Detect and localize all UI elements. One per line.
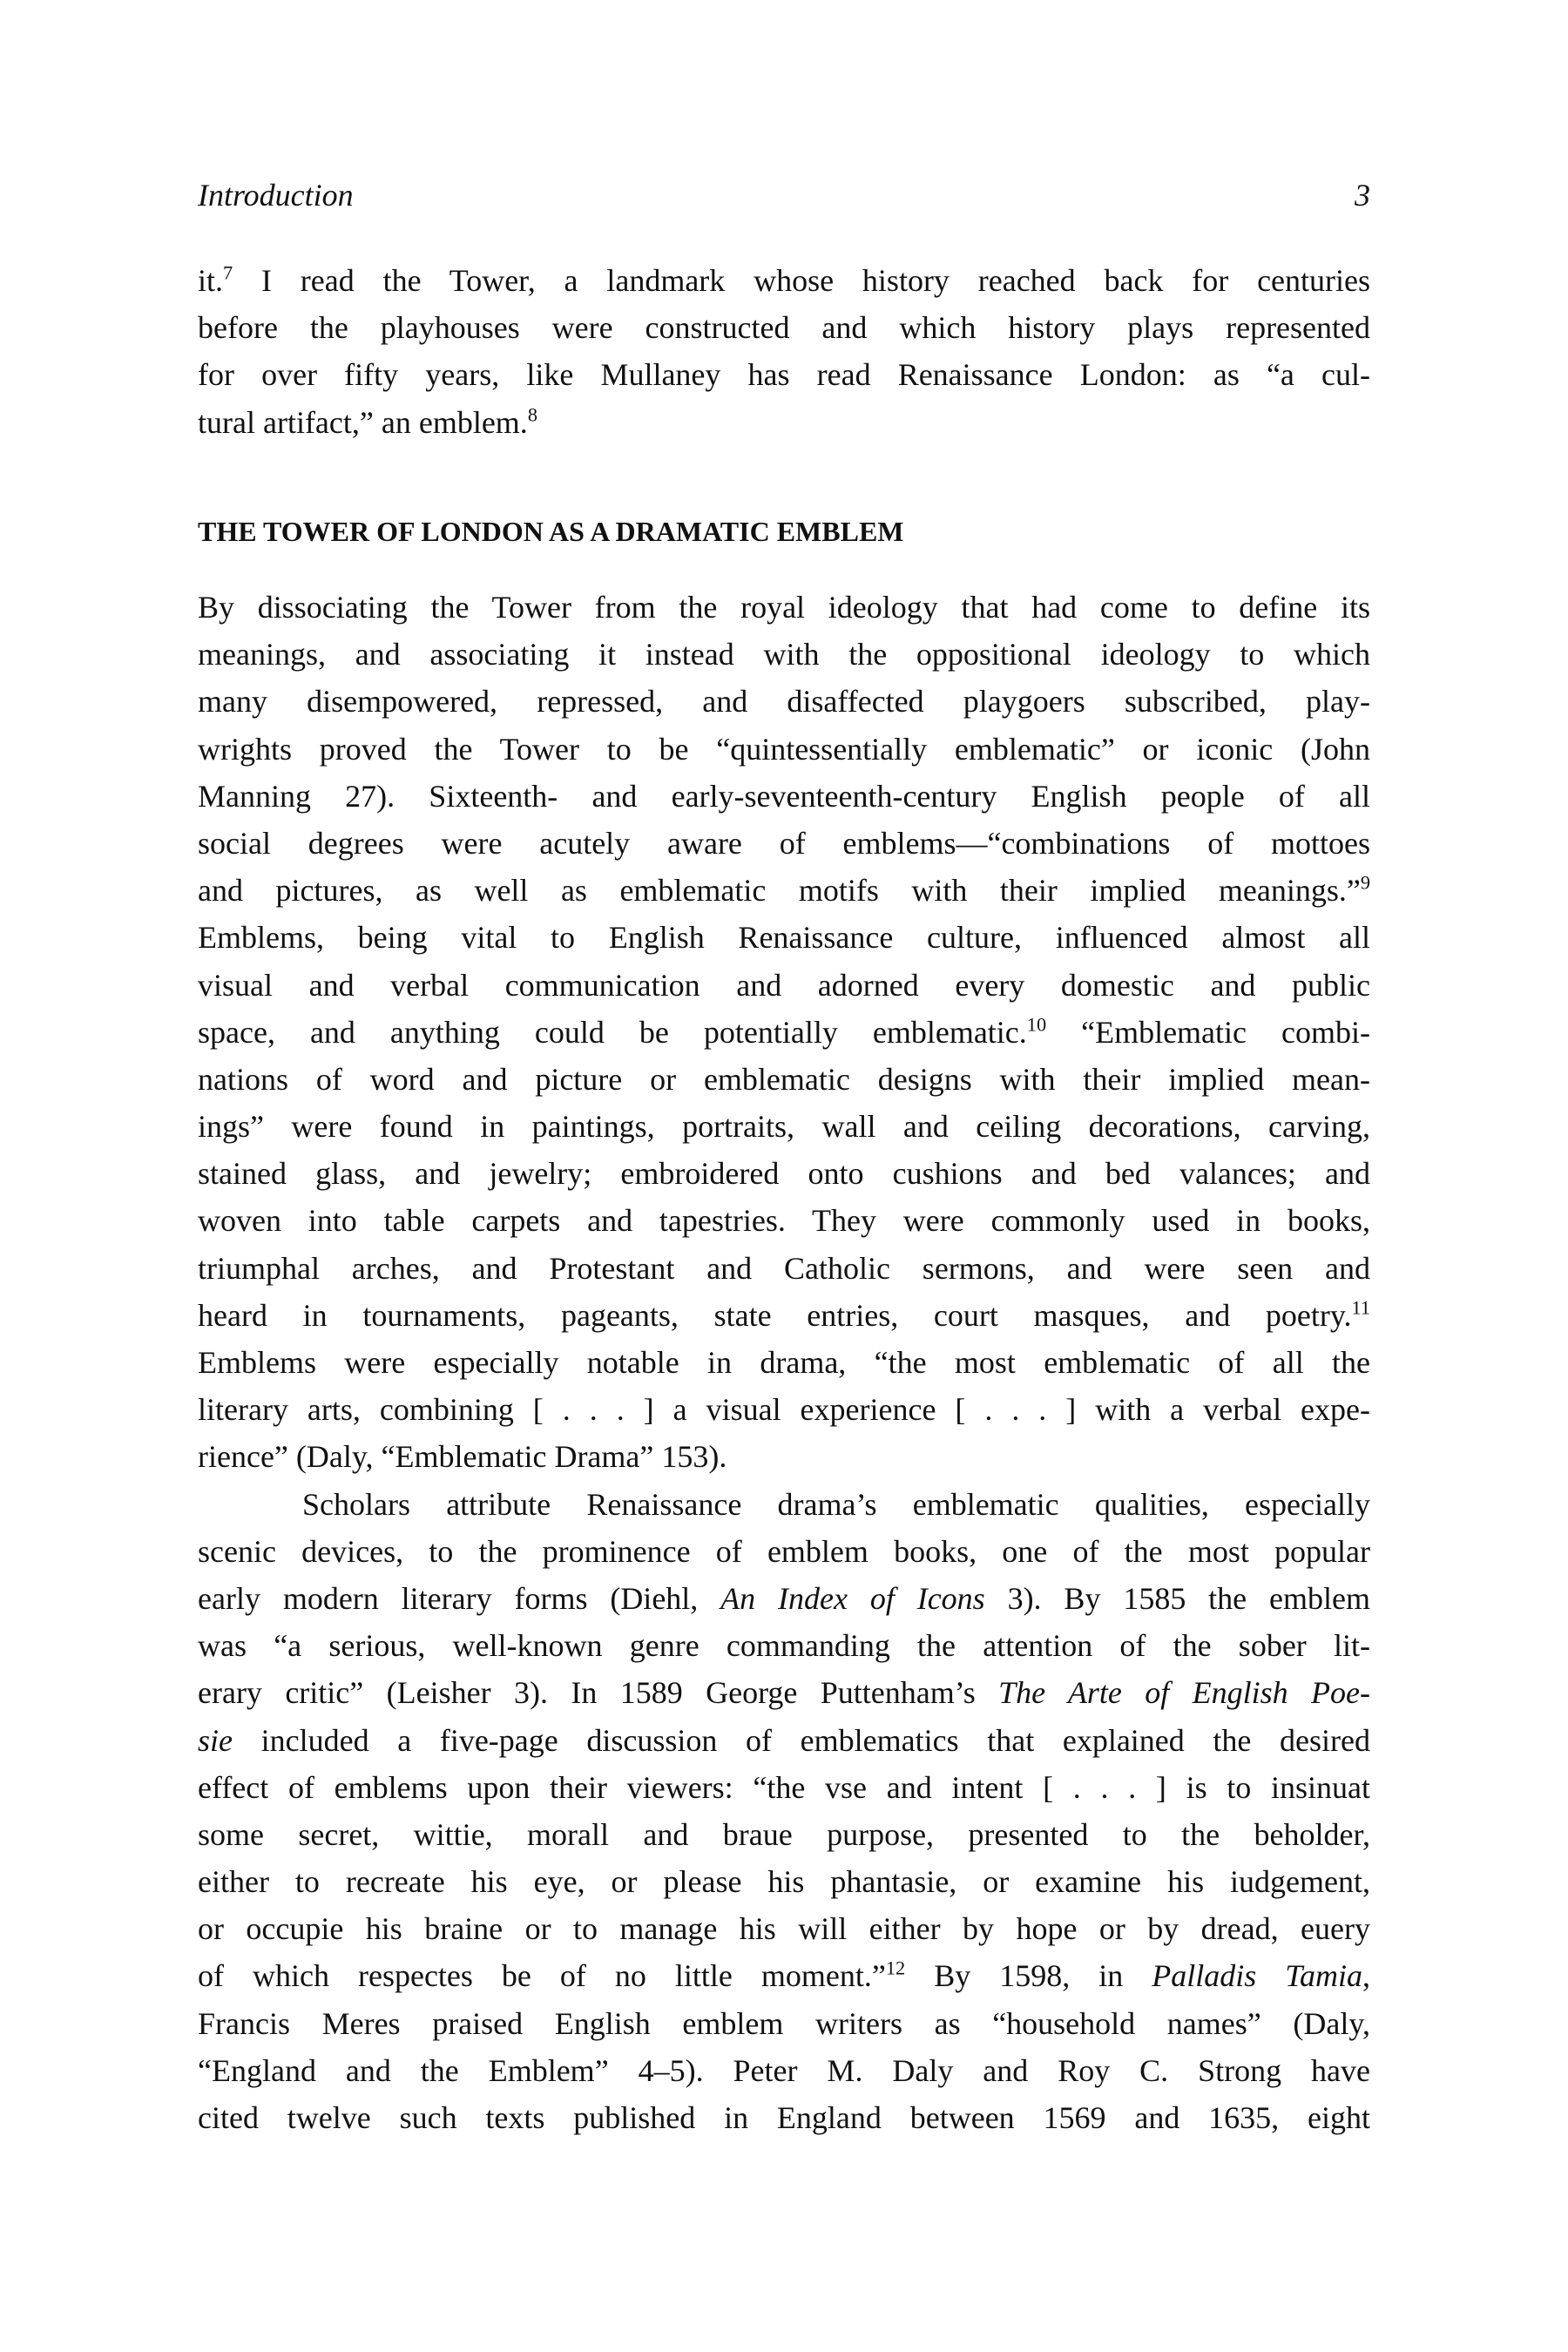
- text-run: literary arts, combining [ . . . ] a visual experience [ . . . ] with a verbal expe-: [198, 1392, 1370, 1428]
- text-line: [198, 257, 1370, 304]
- text-line: [198, 914, 1370, 961]
- section-heading: THE TOWER OF LONDON AS A DRAMATIC EMBLEM: [198, 516, 904, 547]
- text-run: Scholars attribute Renaissance drama’s emblematic qualities, especially: [302, 1486, 1370, 1522]
- text-line: [198, 1905, 1370, 1952]
- text-run: By 1598, in: [905, 1958, 1152, 1994]
- text-run: “England and the Emblem” 4–5). Peter M. Daly and Roy C. Strong have: [198, 2052, 1370, 2088]
- text-line: [198, 1528, 1370, 1575]
- text-run: for over fifty years, like Mullaney has read Renaissance London: as “a cul-: [198, 357, 1370, 393]
- text-line: [198, 1245, 1370, 1292]
- text-line: [198, 1811, 1370, 1858]
- running-head-title: Introduction: [198, 178, 354, 213]
- text-line: [198, 1764, 1370, 1811]
- text-run: “Emblematic combi-: [1046, 1014, 1370, 1050]
- footnote-marker: 11: [1351, 1296, 1370, 1319]
- text-run: was “a serious, well-known genre commanding the attention of the sober lit-: [198, 1628, 1370, 1664]
- text-run: of which respectes be of no little moment.”: [198, 1958, 886, 1994]
- text-run: woven into table carpets and tapestries. They were commonly used in books,: [198, 1203, 1370, 1239]
- italic-title: sie: [198, 1722, 233, 1758]
- text-line: [198, 726, 1370, 773]
- italic-title: An Index of Icons: [720, 1580, 985, 1616]
- footnote-marker: 12: [885, 1957, 906, 1980]
- text-line: [198, 962, 1370, 1009]
- italic-title: The Arte of English Poe-: [998, 1675, 1370, 1711]
- text-line: [198, 1952, 1370, 1999]
- text-run: ings” were found in paintings, portraits, wall and ceiling decorations, carving,: [198, 1109, 1370, 1145]
- text-run: it.: [198, 263, 224, 298]
- text-line: [198, 1386, 1370, 1433]
- italic-title: Palladis Tamia: [1152, 1958, 1362, 1994]
- text-run: visual and verbal communication and adorned every domestic and public: [198, 967, 1370, 1003]
- text-run: some secret, wittie, morall and braue purpose, presented to the beholder,: [198, 1816, 1370, 1852]
- text-run: heard in tournaments, pageants, state entries, court masques, and poetry.: [198, 1297, 1352, 1333]
- paragraph: [198, 257, 1370, 446]
- text-run: rience” (Daly, “Emblematic Drama” 153).: [198, 1439, 727, 1475]
- text-run: cited twelve such texts published in England between 1569 and 1635, eight: [198, 2100, 1370, 2135]
- text-line: [198, 1197, 1370, 1244]
- text-line: [198, 820, 1370, 867]
- text-line: [198, 1339, 1370, 1386]
- text-run: scenic devices, to the prominence of emblem books, one of the most popular: [198, 1533, 1370, 1569]
- text-line: [198, 1622, 1370, 1669]
- text-run: wrights proved the Tower to be “quintessentially emblematic” or iconic (John: [198, 731, 1370, 767]
- text-run: early modern literary forms (Diehl,: [198, 1580, 721, 1616]
- text-run: and pictures, as well as emblematic motifs with their implied meanings.”: [198, 873, 1361, 909]
- body-text: [198, 584, 1370, 2141]
- text-line: [198, 1150, 1370, 1197]
- text-run: Francis Meres praised English emblem writers as “household names” (Daly,: [198, 2005, 1370, 2041]
- text-run: triumphal arches, and Protestant and Catholic sermons, and were seen and: [198, 1250, 1370, 1286]
- text-line: [198, 773, 1370, 820]
- footnote-marker: 9: [1360, 871, 1370, 894]
- text-run: 3). By 1585 the emblem: [984, 1580, 1370, 1616]
- text-line: [198, 631, 1370, 678]
- text-line: [198, 1292, 1370, 1339]
- text-line: [198, 2000, 1370, 2047]
- text-run: meanings, and associating it instead with the oppositional ideology to which: [198, 637, 1370, 672]
- text-run: Manning 27). Sixteenth- and early-seventeenth-century English people of all: [198, 778, 1370, 814]
- text-line: [198, 2094, 1370, 2141]
- text-line: [198, 304, 1370, 351]
- text-run: tural artifact,” an emblem.: [198, 404, 528, 440]
- text-run: social degrees were acutely aware of emblems—“combinations of mottoes: [198, 825, 1370, 861]
- text-line: [198, 1858, 1370, 1905]
- text-line: [198, 1481, 1370, 1528]
- text-run: either to recreate his eye, or please his phantasie, or examine his iudgement,: [198, 1864, 1370, 1900]
- page-number: 3: [1355, 178, 1370, 213]
- text-line: [198, 1717, 1370, 1764]
- footnote-marker: 10: [1026, 1013, 1047, 1036]
- text-line: [198, 1103, 1370, 1150]
- text-run: space, and anything could be potentially emblematic.: [198, 1014, 1027, 1050]
- paragraph: [198, 1481, 1370, 2142]
- paragraph-intro-continuation: [198, 257, 1370, 446]
- text-run: before the playhouses were constructed and which history plays represented: [198, 310, 1370, 346]
- text-run: ,: [1362, 1958, 1370, 1994]
- text-line: [198, 2047, 1370, 2094]
- footnote-marker: 8: [527, 403, 537, 426]
- text-run: stained glass, and jewelry; embroidered onto cushions and bed valances; and: [198, 1156, 1370, 1192]
- text-run: included a five-page discussion of emblematics that explained the desired: [233, 1722, 1370, 1758]
- paragraph: [198, 584, 1370, 1481]
- text-line: [198, 351, 1370, 398]
- text-line: [198, 1009, 1370, 1056]
- text-line: [198, 1433, 1370, 1480]
- text-line: [198, 1575, 1370, 1622]
- text-run: erary critic” (Leisher 3). In 1589 George Puttenham’s: [198, 1675, 999, 1711]
- running-head: [198, 172, 1370, 219]
- text-line: [198, 1056, 1370, 1103]
- text-run: I read the Tower, a landmark whose history reached back for centuries: [233, 263, 1370, 298]
- text-line: [198, 399, 1370, 446]
- text-run: By dissociating the Tower from the royal ideology that had come to define its: [198, 590, 1370, 625]
- text-line: [198, 867, 1370, 914]
- text-run: many disempowered, repressed, and disaffected playgoers subscribed, play-: [198, 684, 1370, 720]
- text-run: nations of word and picture or emblematic designs with their implied mean-: [198, 1061, 1370, 1097]
- footnote-marker: 7: [223, 261, 233, 284]
- text-line: [198, 584, 1370, 631]
- text-line: [198, 678, 1370, 725]
- text-run: or occupie his braine or to manage his will either by hope or by dread, euery: [198, 1911, 1370, 1947]
- text-run: Emblems were especially notable in drama, “the most emblematic of all the: [198, 1345, 1370, 1380]
- text-line: [198, 1669, 1370, 1716]
- text-run: effect of emblems upon their viewers: “the vse and intent [ . . . ] is to insinuat: [198, 1769, 1370, 1805]
- text-run: Emblems, being vital to English Renaissance culture, influenced almost all: [198, 920, 1370, 956]
